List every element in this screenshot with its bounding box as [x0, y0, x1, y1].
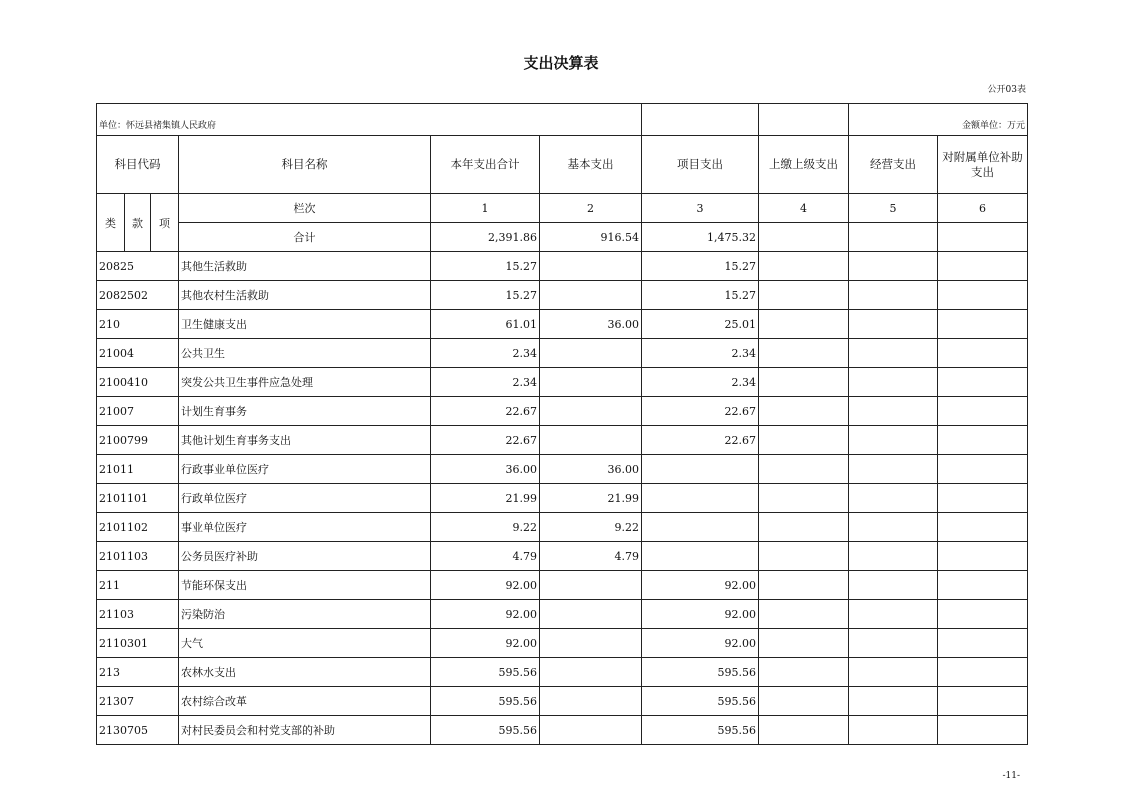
- header-code: 科目代码: [97, 136, 179, 194]
- row-basic: 9.22: [540, 513, 642, 542]
- header-kuan: 款: [125, 194, 151, 252]
- row-subsidy: [938, 542, 1028, 571]
- row-business: [849, 281, 938, 310]
- table-row: [97, 368, 1028, 397]
- col-index-1: 1: [431, 194, 540, 223]
- row-business: [849, 397, 938, 426]
- row-name: 卫生健康支出: [179, 310, 431, 339]
- table-row: [97, 600, 1028, 629]
- row-project: 15.27: [642, 252, 759, 281]
- row-name: 其他计划生育事务支出: [179, 426, 431, 455]
- row-code: 2082502: [97, 281, 179, 310]
- row-upper: [759, 687, 849, 716]
- row-code: 21011: [97, 455, 179, 484]
- row-upper: [759, 368, 849, 397]
- col-index-4: 4: [759, 194, 849, 223]
- row-subsidy: [938, 513, 1028, 542]
- info-blank: [759, 104, 849, 136]
- row-basic: [540, 716, 642, 745]
- row-subsidy: [938, 281, 1028, 310]
- row-business: [849, 310, 938, 339]
- row-basic: [540, 687, 642, 716]
- row-code: 2110301: [97, 629, 179, 658]
- row-total: 22.67: [431, 426, 540, 455]
- totals-row: [97, 223, 1028, 252]
- row-upper: [759, 397, 849, 426]
- row-name: 突发公共卫生事件应急处理: [179, 368, 431, 397]
- row-project: 595.56: [642, 658, 759, 687]
- basic-sum: 916.54: [540, 223, 642, 252]
- row-subsidy: [938, 571, 1028, 600]
- row-business: [849, 542, 938, 571]
- row-subsidy: [938, 252, 1028, 281]
- row-project: [642, 513, 759, 542]
- row-upper: [759, 310, 849, 339]
- row-upper: [759, 426, 849, 455]
- row-total: 36.00: [431, 455, 540, 484]
- row-basic: 36.00: [540, 310, 642, 339]
- row-code: 21103: [97, 600, 179, 629]
- row-business: [849, 571, 938, 600]
- row-upper: [759, 513, 849, 542]
- row-upper: [759, 600, 849, 629]
- row-code: 2101101: [97, 484, 179, 513]
- row-subsidy: [938, 455, 1028, 484]
- row-subsidy: [938, 339, 1028, 368]
- header-upper: 上缴上级支出: [759, 136, 849, 194]
- expenditure-table: [96, 103, 1028, 745]
- row-business: [849, 484, 938, 513]
- row-business: [849, 687, 938, 716]
- row-upper: [759, 252, 849, 281]
- row-business: [849, 368, 938, 397]
- table-row: [97, 484, 1028, 513]
- info-blank: [642, 104, 759, 136]
- row-code: 2130705: [97, 716, 179, 745]
- row-basic: 21.99: [540, 484, 642, 513]
- header-business: 经营支出: [849, 136, 938, 194]
- row-name: 对村民委员会和村党支部的补助: [179, 716, 431, 745]
- row-subsidy: [938, 484, 1028, 513]
- row-project: 2.34: [642, 368, 759, 397]
- row-business: [849, 658, 938, 687]
- row-business: [849, 513, 938, 542]
- row-basic: [540, 252, 642, 281]
- row-name: 行政单位医疗: [179, 484, 431, 513]
- table-row: [97, 513, 1028, 542]
- row-name: 农村综合改革: [179, 687, 431, 716]
- row-code: 21007: [97, 397, 179, 426]
- row-upper: [759, 455, 849, 484]
- row-name: 行政事业单位医疗: [179, 455, 431, 484]
- row-code: 20825: [97, 252, 179, 281]
- page-title: 支出决算表: [523, 54, 599, 72]
- header-row: [97, 136, 1028, 194]
- row-total: 2.34: [431, 339, 540, 368]
- row-total: 595.56: [431, 687, 540, 716]
- table-row: [97, 571, 1028, 600]
- row-project: 22.67: [642, 426, 759, 455]
- row-upper: [759, 716, 849, 745]
- row-basic: 36.00: [540, 455, 642, 484]
- table-row: [97, 310, 1028, 339]
- row-total: 22.67: [431, 397, 540, 426]
- table-row: [97, 542, 1028, 571]
- table-row: [97, 687, 1028, 716]
- project-sum: 1,475.32: [642, 223, 759, 252]
- upper-sum: [759, 223, 849, 252]
- table-row: [97, 658, 1028, 687]
- row-total: 92.00: [431, 571, 540, 600]
- row-total: 15.27: [431, 281, 540, 310]
- header-subsidy: 对附属单位补助支出: [938, 136, 1028, 194]
- row-total: 15.27: [431, 252, 540, 281]
- row-subsidy: [938, 658, 1028, 687]
- row-basic: [540, 339, 642, 368]
- row-subsidy: [938, 600, 1028, 629]
- row-code: 210: [97, 310, 179, 339]
- row-basic: [540, 658, 642, 687]
- row-upper: [759, 484, 849, 513]
- row-total: 61.01: [431, 310, 540, 339]
- row-project: 25.01: [642, 310, 759, 339]
- row-code: 2100410: [97, 368, 179, 397]
- row-total: 21.99: [431, 484, 540, 513]
- row-subsidy: [938, 629, 1028, 658]
- row-basic: 4.79: [540, 542, 642, 571]
- header-xiang: 项: [151, 194, 179, 252]
- row-project: 595.56: [642, 716, 759, 745]
- header-project: 项目支出: [642, 136, 759, 194]
- row-basic: [540, 571, 642, 600]
- header-lei: 类: [97, 194, 125, 252]
- row-upper: [759, 542, 849, 571]
- row-name: 其他生活救助: [179, 252, 431, 281]
- row-upper: [759, 629, 849, 658]
- row-upper: [759, 339, 849, 368]
- table-row: [97, 252, 1028, 281]
- row-name: 大气: [179, 629, 431, 658]
- table-row: [97, 397, 1028, 426]
- row-total: 4.79: [431, 542, 540, 571]
- table-row: [97, 629, 1028, 658]
- unit-label: 单位：怀远县褚集镇人民政府: [97, 104, 540, 136]
- row-project: 92.00: [642, 600, 759, 629]
- table-row: [97, 455, 1028, 484]
- heji-label: 合计: [179, 223, 431, 252]
- row-subsidy: [938, 716, 1028, 745]
- row-upper: [759, 658, 849, 687]
- row-project: [642, 455, 759, 484]
- row-upper: [759, 571, 849, 600]
- row-project: 2.34: [642, 339, 759, 368]
- row-basic: [540, 368, 642, 397]
- column-index-row: [97, 194, 1028, 223]
- row-business: [849, 600, 938, 629]
- row-business: [849, 716, 938, 745]
- row-name: 农林水支出: [179, 658, 431, 687]
- page-number: -11-: [1002, 771, 1020, 781]
- row-name: 计划生育事务: [179, 397, 431, 426]
- row-project: 92.00: [642, 629, 759, 658]
- row-subsidy: [938, 426, 1028, 455]
- row-name: 事业单位医疗: [179, 513, 431, 542]
- info-blank: [540, 104, 642, 136]
- row-business: [849, 339, 938, 368]
- row-total: 9.22: [431, 513, 540, 542]
- col-index-2: 2: [540, 194, 642, 223]
- table-row: [97, 281, 1028, 310]
- row-total: 595.56: [431, 658, 540, 687]
- table-row: [97, 716, 1028, 745]
- row-project: 22.67: [642, 397, 759, 426]
- row-code: 2101102: [97, 513, 179, 542]
- row-project: [642, 542, 759, 571]
- row-name: 其他农村生活救助: [179, 281, 431, 310]
- row-total: 595.56: [431, 716, 540, 745]
- header-name: 科目名称: [179, 136, 431, 194]
- amount-unit: 金额单位：万元: [849, 104, 1028, 136]
- col-index-6: 6: [938, 194, 1028, 223]
- row-business: [849, 455, 938, 484]
- row-basic: [540, 629, 642, 658]
- row-name: 节能环保支出: [179, 571, 431, 600]
- table-body: [97, 252, 1028, 745]
- row-business: [849, 426, 938, 455]
- form-number: 公开03表: [987, 85, 1026, 95]
- row-code: 211: [97, 571, 179, 600]
- table-row: [97, 339, 1028, 368]
- row-subsidy: [938, 310, 1028, 339]
- total-sum: 2,391.86: [431, 223, 540, 252]
- row-code: 21004: [97, 339, 179, 368]
- subsidy-sum: [938, 223, 1028, 252]
- row-subsidy: [938, 687, 1028, 716]
- table-row: [97, 426, 1028, 455]
- info-row: [97, 104, 1028, 136]
- row-basic: [540, 426, 642, 455]
- row-business: [849, 252, 938, 281]
- row-basic: [540, 397, 642, 426]
- header-total: 本年支出合计: [431, 136, 540, 194]
- header-basic: 基本支出: [540, 136, 642, 194]
- col-index-5: 5: [849, 194, 938, 223]
- col-index-3: 3: [642, 194, 759, 223]
- business-sum: [849, 223, 938, 252]
- row-project: 15.27: [642, 281, 759, 310]
- row-total: 92.00: [431, 600, 540, 629]
- row-code: 2101103: [97, 542, 179, 571]
- row-code: 213: [97, 658, 179, 687]
- row-code: 21307: [97, 687, 179, 716]
- header-lanci: 栏次: [179, 194, 431, 223]
- row-code: 2100799: [97, 426, 179, 455]
- row-total: 2.34: [431, 368, 540, 397]
- row-name: 公共卫生: [179, 339, 431, 368]
- row-project: 92.00: [642, 571, 759, 600]
- row-project: [642, 484, 759, 513]
- row-subsidy: [938, 397, 1028, 426]
- row-upper: [759, 281, 849, 310]
- row-business: [849, 629, 938, 658]
- row-subsidy: [938, 368, 1028, 397]
- row-total: 92.00: [431, 629, 540, 658]
- row-project: 595.56: [642, 687, 759, 716]
- row-name: 公务员医疗补助: [179, 542, 431, 571]
- row-basic: [540, 600, 642, 629]
- row-basic: [540, 281, 642, 310]
- row-name: 污染防治: [179, 600, 431, 629]
